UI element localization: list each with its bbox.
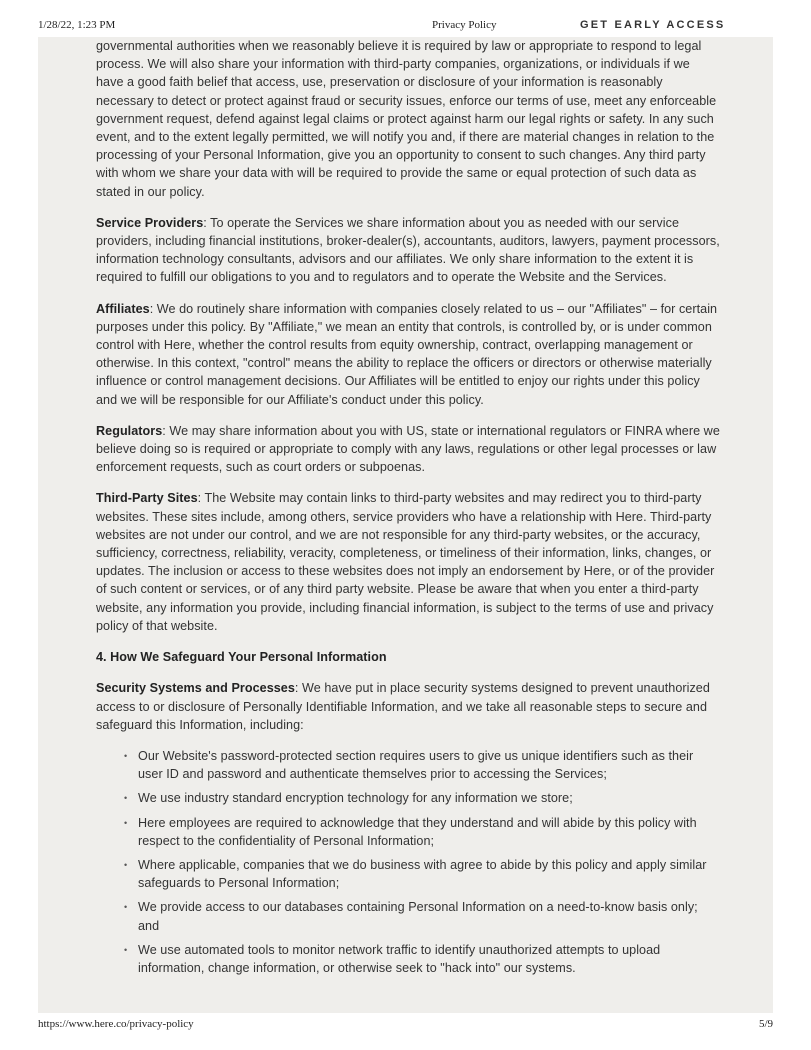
safeguard-list [96,747,720,977]
print-page-number: 5/9 [759,1018,774,1030]
list-item: • Our Website's password-protected section requires users to give us unique identifiers such as their user ID and password and authenticate themselves prior to accessing the Services; [138,747,720,783]
site-logo-icon[interactable] [40,38,60,58]
section-third-party-sites [96,489,720,635]
section-term: Security Systems and Processes [96,681,295,696]
list-item: • We use automated tools to monitor network traffic to identify unauthorized attempts to upload information, change information, or otherwise seek to "hack into" our systems. [138,941,720,977]
section-text: : The Website may contain links to third-party websites and may redirect you to third-party websites. These sites include, among others, service providers who have a relationship with Here. Third-party websites are not under our control, and we are not responsible for any third-party websites, or the accuracy, sufficiency, correctness, reliability, veracity, completeness, or timeliness of their information, links, changes, or updates. The inclusion or access to these websites does not imply an endorsement by Here, or of the provider of such content or services, or of any third party website. Please be aware that when you enter a third-party website, any information you provide, including financial information, is subject to the terms of use and privacy policy of that website. [96,491,715,633]
section-term: Regulators [96,423,163,438]
section-heading: 4. How We Safeguard Your Personal Information [96,650,387,665]
print-datetime: 1/28/22, 1:23 PM [38,19,116,31]
section-term: Service Providers [96,215,204,230]
section-text: : We may share information about you with US, state or international regulators or FINRA where we believe doing so is required or appropriate to comply with any laws, regulations or other legal processes or law enforcement requests, such as court orders or subpoenas. [96,423,720,475]
list-item: • Where applicable, companies that we do business with agree to abide by this policy and apply similar safeguards to Personal Information; [138,856,720,892]
print-url: https://www.here.co/privacy-policy [38,1018,194,1030]
section-term: Third-Party Sites [96,491,198,506]
list-item: • We provide access to our databases containing Personal Information on a need-to-know basis only; and [138,898,720,934]
section-affiliates [96,300,720,409]
section-regulators [96,422,720,477]
list-item: • We use industry standard encryption technology for any information we store; [138,789,720,807]
page-content [38,37,773,1013]
policy-body [96,37,720,983]
section-text: : We do routinely share information with companies closely related to us – our "Affiliates" – for certain purposes under this policy. By "Affiliate," we mean an entity that controls, is controlled by, or is under common control with Here, whether the control results from equity ownership, contract, overlapping management or otherwise. In this context, "control" means the ability to replace the officers or directors or otherwise materially influence or control management decisions. Our Affiliates will be entitled to enjoy our rights under this policy and we will be responsible for our Affiliate's conduct under this policy. [96,301,718,407]
list-item: • Here employees are required to acknowledge that they understand and will abide by this policy with respect to the confidentiality of Personal Information; [138,814,720,850]
section-text: : We have put in place security systems designed to prevent unauthorized access to or disclosure of Personally Identifiable Information, and we take all reasonable steps to secure and safeguard this Information, including: [96,681,710,732]
section-text: : To operate the Services we share information about you as needed with our service providers, including financial institutions, broker-dealer(s), accountants, auditors, lawyers, payment processors, information technology consultants, advisors and our affiliates. We only share information to the extent it is required to fulfill our obligations to you and to regulators and to operate the Website and the Services. [96,215,720,285]
section-service-providers [96,214,720,287]
section-term: Affiliates [96,301,150,316]
print-title: Privacy Policy [432,19,497,31]
intro-paragraph: governmental authorities when we reasonably believe it is required by law or appropriate to respond to legal process. We will also share your information with third-party companies, organizations, or individuals if we have a good faith belief that access, use, preservation or disclosure of your information is reasonably necessary to detect or protect against fraud or security issues, enforce our terms of use, meet any enforceable government request, defend against legal claims or protect against harm our legal rights or safety. In any such event, and to the extent legally permitted, we will notify you and, if there are material changes in relation to the processing of your Personal Information, give you an opportunity to consent to such changes. Any third party with whom we share your data with will be required to provide the same or equal protection of such data as stated in our policy. [96,39,717,199]
get-early-access-button[interactable]: GET EARLY ACCESS [580,19,726,31]
section-security-systems [96,679,720,734]
